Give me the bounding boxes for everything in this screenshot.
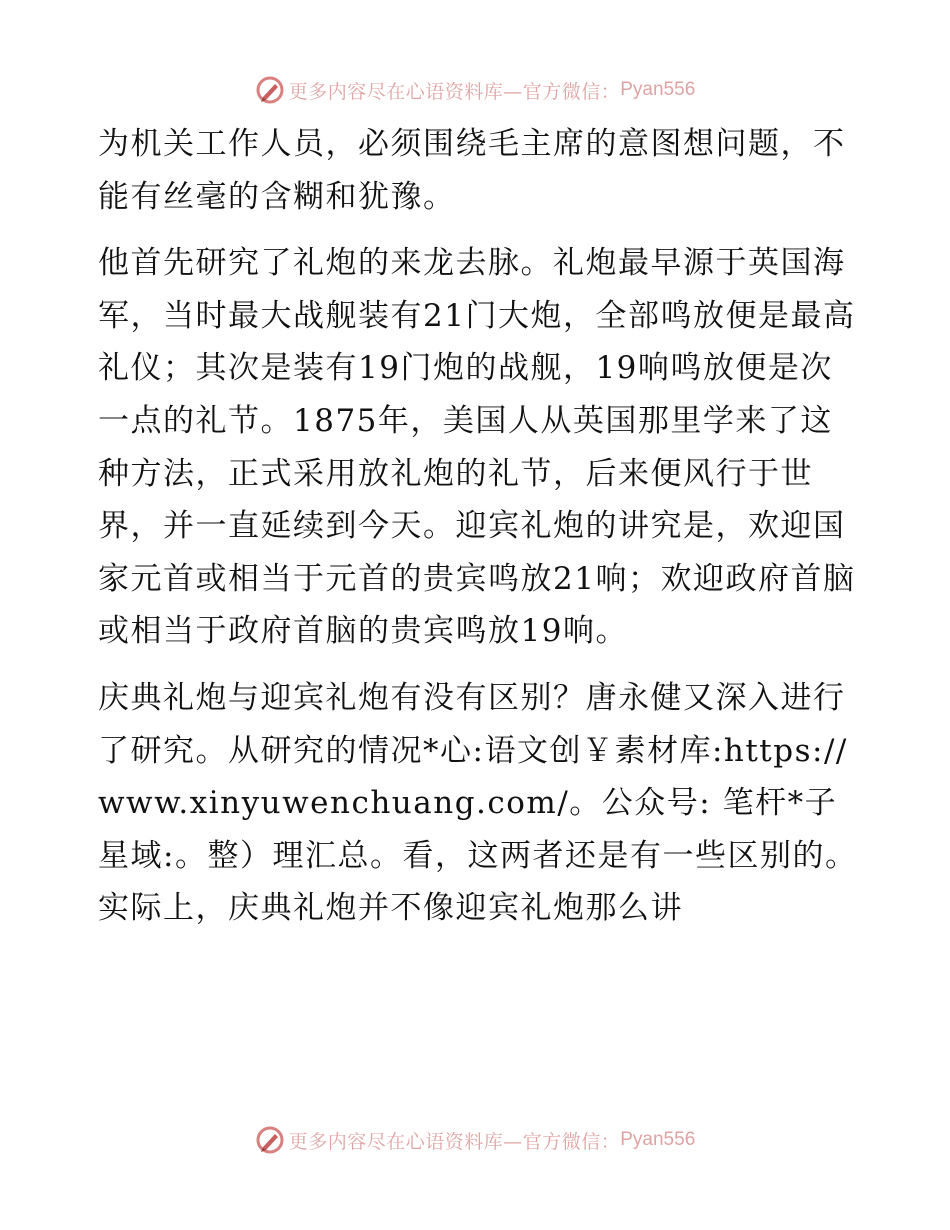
paragraph-2: 他首先研究了礼炮的来龙去脉。礼炮最早源于英国海军，当时最大战舰装有21门大炮，全部鸣放便是最高礼仪；其次是装有19门炮的战舰，19响鸣放便是次一点的礼节。1875年，美国人从英国那里学来了这种方法，正式采用放礼炮的礼节，后来便风行于世界，并一直延续到今天。迎宾礼炮的讲究是，欢迎国家元首或相当于元首的贵宾鸣放21响；欢迎政府首脑或相当于政府首脑的贵宾鸣放19响。 <box>98 245 856 650</box>
document-body <box>98 118 858 935</box>
footer-banner-text: 更多内容尽在心语资料库—官方微信： <box>288 1130 621 1153</box>
pen-circle-logo-icon <box>255 1125 285 1155</box>
header-banner-text: 更多内容尽在心语资料库—官方微信： <box>288 80 621 103</box>
footer-wechat-id: Pyan556 <box>620 1129 696 1150</box>
header-wechat-id: Pyan556 <box>620 79 696 100</box>
paragraph-1: 为机关工作人员，必须围绕毛主席的意图想问题，不能有丝毫的含糊和犹豫。 <box>98 126 846 215</box>
pen-circle-logo-icon <box>255 75 285 105</box>
header-watermark-banner <box>0 70 950 110</box>
footer-watermark-banner <box>0 1120 950 1160</box>
paragraph-3: 庆典礼炮与迎宾礼炮有没有区别？唐永健又深入进行了研究。从研究的情况*心:语文创￥素材库:https://www.xinyuwenchuang.com/。公众号: 笔杆*子星域:。整）理汇总。看，这两者还是有一些区别的。实际上，庆典礼炮并不像迎宾礼炮那么讲 <box>98 679 858 927</box>
